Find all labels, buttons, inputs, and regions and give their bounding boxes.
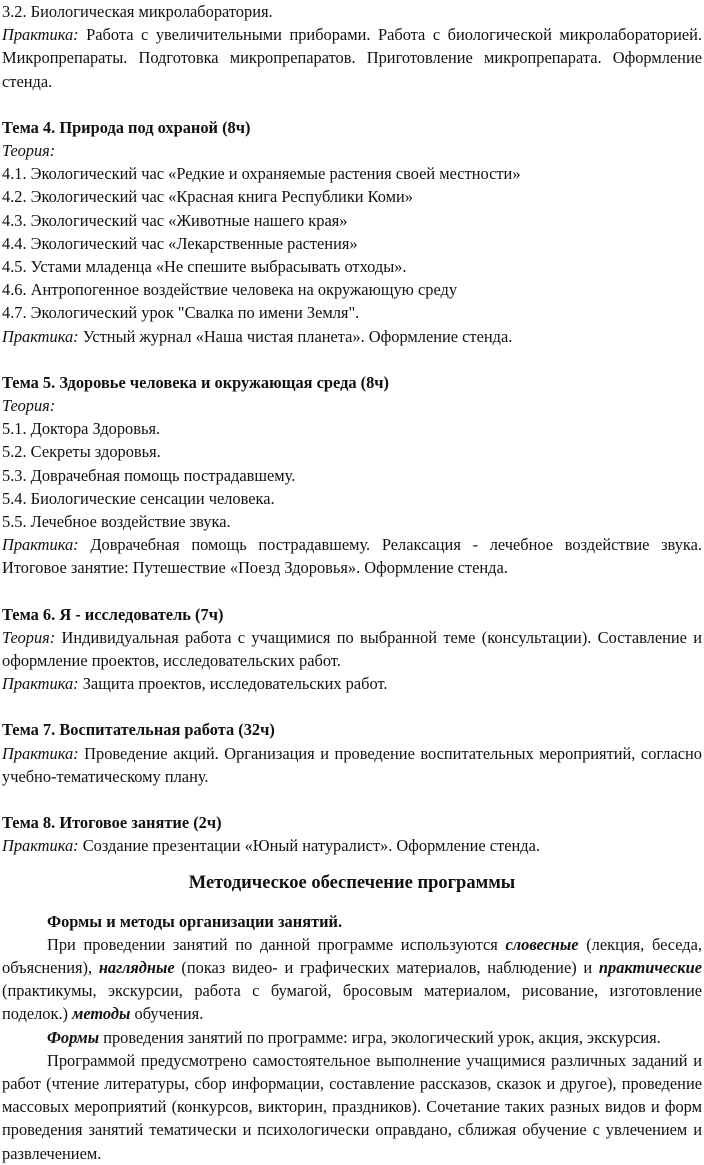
methods-paragraph-2 — [2, 1026, 702, 1049]
spacer — [2, 348, 702, 371]
methods-title: Методическое обеспечение программы — [188, 872, 516, 893]
practice-label: Практика: — [2, 326, 79, 346]
practice-label: Практика: — [2, 743, 79, 763]
topic-7-practice — [2, 742, 702, 788]
spacer — [2, 93, 702, 116]
topic-6-theory — [2, 626, 702, 672]
topic-6-practice — [2, 672, 702, 695]
emphasis-verbal: словесные — [505, 934, 579, 954]
practice-text: Защита проектов, исследовательских работ. — [78, 674, 388, 694]
practice-text: Устный журнал «Наша чистая планета». Оформление стенда. — [78, 326, 513, 346]
methods-paragraph-3: Программой предусмотрено самостоятельное выполнение учащимися различных заданий и работ (чтение литературы, сбор информации, составление рассказов, сказок и другое), проведение массовых мероприятий (конкурсов, викторин, праздников). Сочетание таких разных видов и форм проведения занятий тематически и психологически оправдано, сближая обучение с увлечением и развлечением. — [2, 1050, 702, 1163]
practice-text: Создание презентации «Юный натуралист». Оформление стенда. — [78, 836, 540, 856]
list-item: 4.5. Устами младенца «Не спешите выбрасывать отходы». — [2, 257, 407, 277]
list-item: 5.2. Секреты здоровья. — [2, 442, 161, 462]
text-run: (практикумы, экскурсии, работа с бумагой, бросовым материалом, рисование, изготовление поделок.) — [2, 981, 702, 1024]
practice-text: Проведение акций. Организация и проведение воспитательных мероприятий, согласно учебно-тематическому плану. — [2, 743, 702, 786]
practice-text: Работа с увеличительными приборами. Работа с биологической микролабораторией. Микропрепараты. Подготовка микропрепаратов. Приготовление микропрепарата. Оформление стенда. — [2, 25, 702, 91]
spacer — [2, 695, 702, 718]
topic-5-practice — [2, 533, 702, 579]
emphasis-practical: практические — [598, 957, 702, 977]
text-run: проведения занятий по программе: игра, экологический урок, акция, экскурсия. — [99, 1027, 661, 1047]
list-item: 5.3. Доврачебная помощь пострадавшему. — [2, 465, 296, 485]
text-run: (показ видео- и графических материалов, наблюдение) и — [174, 957, 599, 977]
text-run: обучения. — [130, 1004, 204, 1024]
list-item: 5.1. Доктора Здоровья. — [2, 419, 161, 439]
emphasis-forms: Формы — [47, 1027, 100, 1047]
section-3-2-title: 3.2. Биологическая микролаборатория. — [2, 2, 273, 21]
methods-subheading: Формы и методы организации занятий. — [47, 911, 343, 931]
theory-label: Теория: — [2, 396, 56, 416]
theory-text: Индивидуальная работа с учащимися по выбранной теме (консультации). Составление и оформление проектов, исследовательских работ. — [2, 627, 702, 671]
topic-8-practice — [2, 834, 702, 857]
list-item: 5.5. Лечебное воздействие звука. — [2, 512, 231, 532]
emphasis-methods: методы — [72, 1004, 131, 1024]
practice-text: Доврачебная помощь пострадавшему. Релаксация - лечебное воздействие звука. Итоговое занятие: Путешествие «Поезд Здоровья». Оформление стенда. — [2, 535, 702, 578]
list-item: 4.6. Антропогенное воздействие человека на окружающую среду — [2, 280, 458, 300]
practice-label: Практика: — [2, 25, 79, 45]
topic-8-heading: Тема 8. Итоговое занятие (2ч) — [2, 813, 222, 833]
section-3-2-practice — [2, 23, 702, 93]
list-item: 5.4. Биологические сенсации человека. — [2, 488, 275, 508]
text-run: (лекция, беседа, объяснения), — [2, 934, 702, 977]
emphasis-visual: наглядные — [98, 957, 175, 977]
practice-label: Практика: — [2, 674, 79, 694]
list-item: 4.1. Экологический час «Редкие и охраняемые растения своей местности» — [2, 164, 521, 184]
practice-label: Практика: — [2, 535, 79, 555]
topic-4-heading: Тема 4. Природа под охраной (8ч) — [2, 117, 251, 137]
topic-5-heading: Тема 5. Здоровье человека и окружающая среда (8ч) — [2, 372, 390, 392]
topic-4-practice — [2, 325, 702, 348]
list-item: 4.7. Экологический урок "Свалка по имени Земля". — [2, 303, 360, 323]
text-run: При проведении занятий по данной программе используются — [47, 934, 506, 954]
practice-label: Практика: — [2, 836, 79, 856]
list-item: 4.4. Экологический час «Лекарственные растения» — [2, 233, 358, 253]
topic-6-heading: Тема 6. Я - исследователь (7ч) — [2, 604, 224, 624]
theory-label: Теория: — [2, 141, 56, 161]
spacer — [2, 788, 702, 811]
spacer — [2, 580, 702, 603]
theory-label: Теория: — [2, 627, 56, 647]
list-item: 4.3. Экологический час «Животные нашего края» — [2, 210, 348, 230]
list-item: 4.2. Экологический час «Красная книга Республики Коми» — [2, 187, 413, 207]
methods-paragraph-1 — [2, 933, 702, 1026]
topic-7-heading: Тема 7. Воспитательная работа (32ч) — [2, 720, 275, 740]
